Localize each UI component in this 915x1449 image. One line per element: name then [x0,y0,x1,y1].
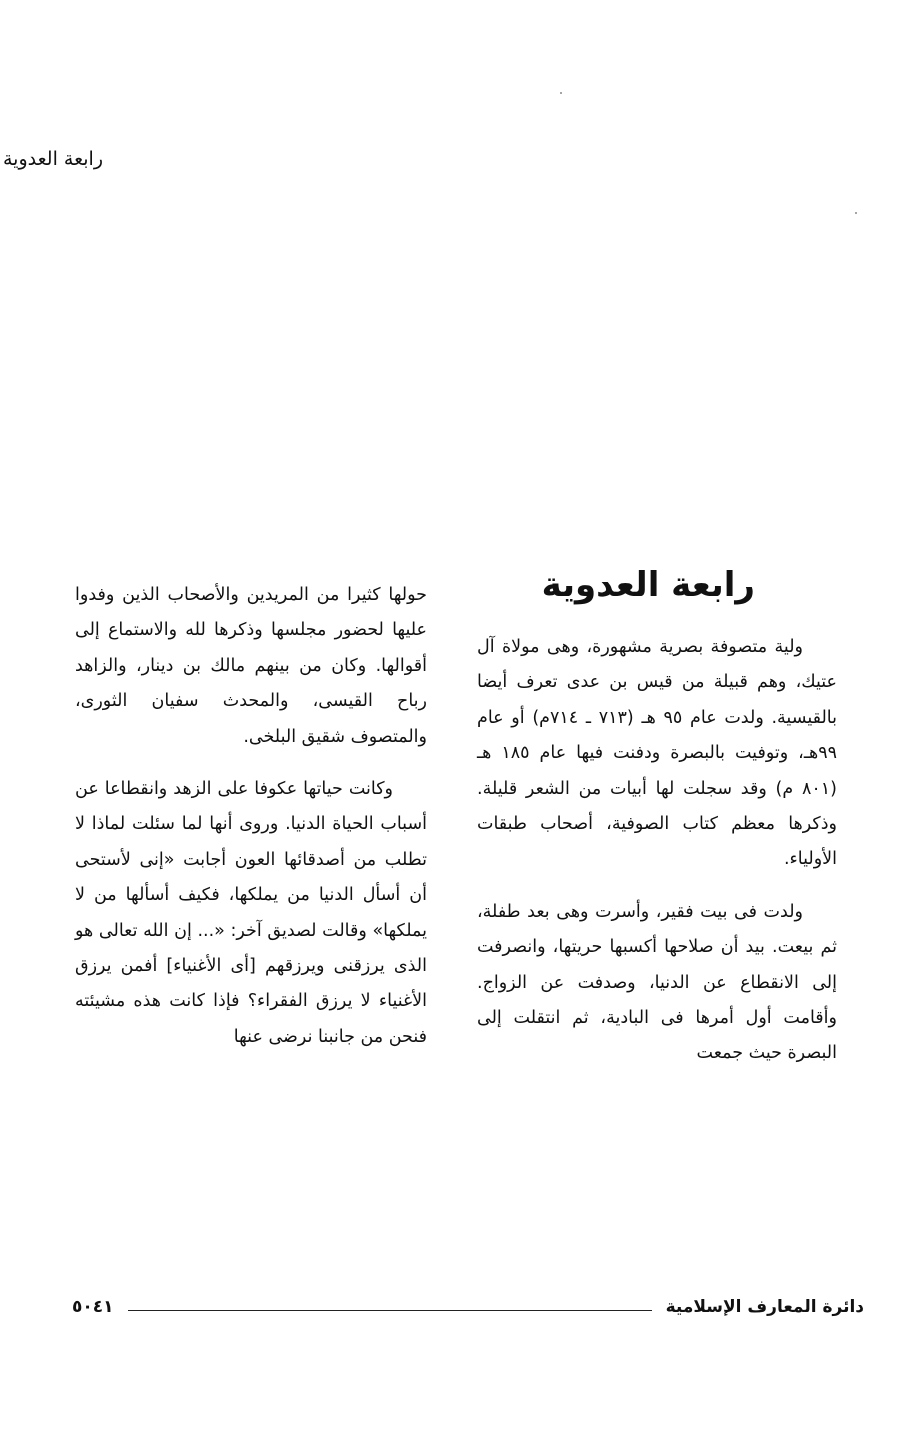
page-footer [72,1292,864,1322]
paragraph: ولدت فى بيت فقير، وأسرت وهى بعد طفلة، ثم بيعت. بيد أن صلاحها أكسبها حريتها، وانصرفت إلى الانقطاع عن الدنيا، وصدفت عن الزواج. وأقامت أول أمرها فى البادية، ثم انتقلت إلى البصرة حيث جمعت [477,901,837,1064]
paragraph: حولها كثيرا من المريدين والأصحاب الذين وفدوا عليها لحضور مجلسها وذكرها لله والاستماع إلى أقوالها. وكان من بينهم مالك بن دينار، والزاهد رباح القيسى، والمحدث سفيان الثورى، والمتصوف شقيق البلخى. [75,585,427,747]
footer-rule [128,1310,652,1311]
text-column-left [75,578,427,1055]
text-column-right [477,630,837,1072]
page-number: ٥٠٤١ [72,1297,114,1317]
scan-speck [560,92,562,94]
article-title: رابعة العدوية [541,565,755,605]
paragraph: ولية متصوفة بصرية مشهورة، وهى مولاة آل عتيك، وهم قبيلة من قيس بن عدى تعرف أيضا بالقيسية. ولدت عام ٩٥ هـ (٧١٣ ـ ٧١٤م) أو عام ٩٩هـ، وتوفيت بالبصرة ودفنت فيها عام ١٨٥ هـ (٨٠١ م) وقد سجلت لها أبيات من الشعر قليلة. وذكرها معظم كتاب الصوفية، أصحاب طبقات الأولياء. [477,637,837,870]
running-header: رابعة العدوية [3,148,103,170]
scan-speck [855,212,857,214]
paragraph: وكانت حياتها عكوفا على الزهد وانقطاعا عن أسباب الحياة الدنيا. وروى أنها لما سئلت لماذا لا تطلب من أصدقائها العون أجابت «إنى لأستحى أن أسأل الدنيا من يملكها، فكيف أسألها من لا يملكها» وقالت لصديق آخر: «... إن الله تعالى هو الذى يرزقنى ويرزقهم [أى الأغنياء] أفمن يرزق الأغنياء لا يرزق الفقراء؟ فإذا كانت هذه مشيئته فنحن من جانبنا نرضى عنها [75,779,427,1047]
footer-title: دائرة المعارف الإسلامية [665,1297,864,1317]
